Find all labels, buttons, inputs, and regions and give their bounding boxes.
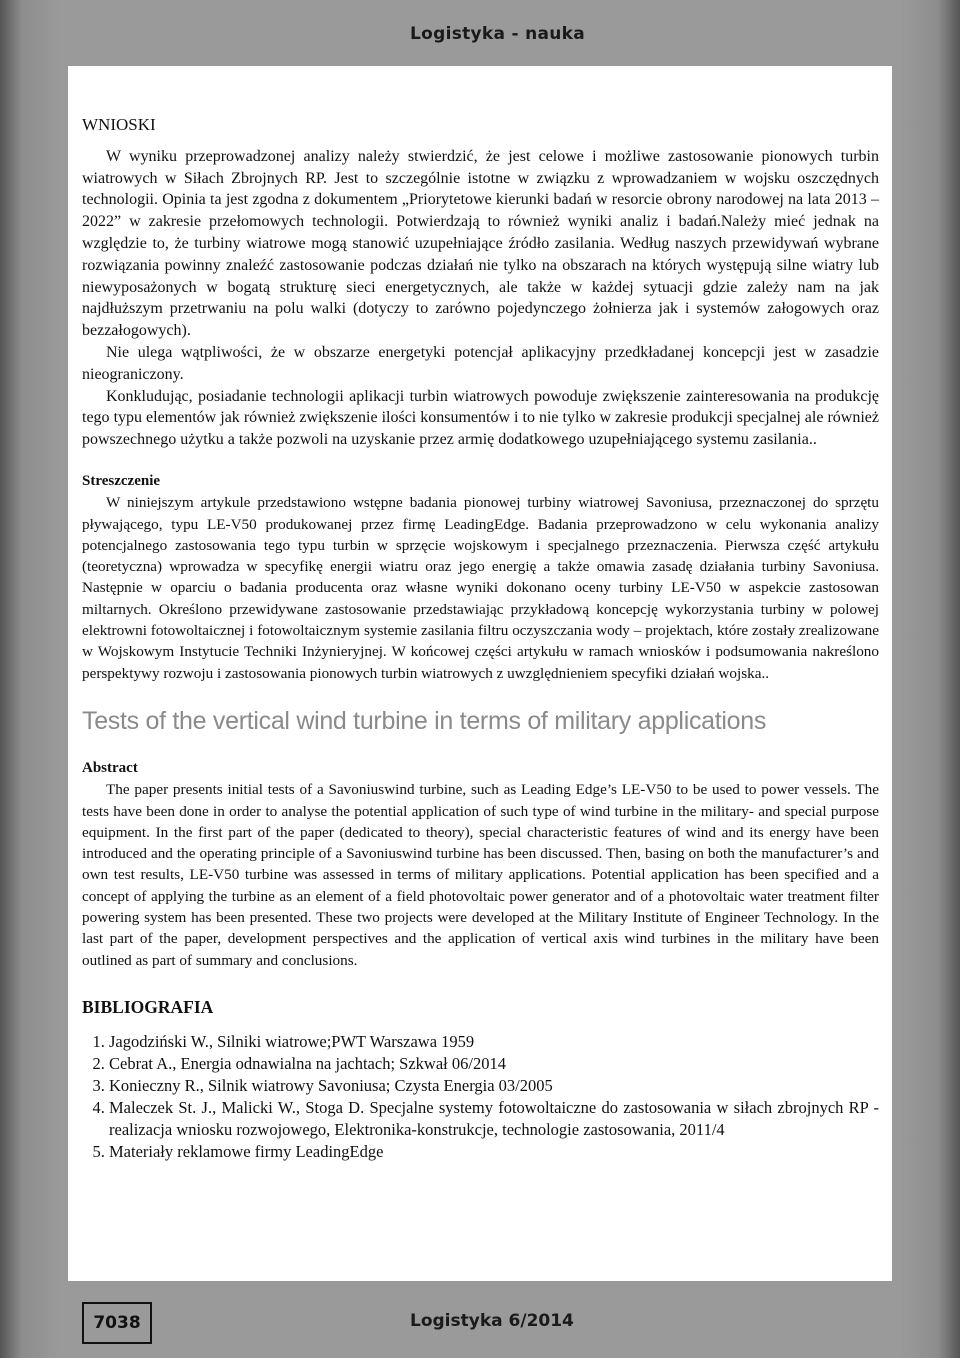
streszczenie-text: W niniejszym artykule przedstawiono wstępne badania pionowej turbiny wiatrowej Savoniusa, przeznaczonej do sprzętu pływającego, typu LE-V50 produkowanej przez firmę LeadingEdge. Badania przeprowadzono w celu wykonania analizy potencjalnego zastosowania tego typu turbin w sprzęcie wojskowym i specjalnego przeznaczenia. Pierwsza część artykułu (teoretyczna) wprowadza w specyfikę energii wiatru oraz jego energię a także omawia zasadę działania turbiny Savoniusa. Następnie w oparciu o badania producenta oraz własne wyniki dokonano oceny turbiny LE-V50 w aspekcie zastosowan miltarnych. Określono przewidywane zastosowanie przedstawiając przykładową koncepcję wykorzystania turbiny w polowej elektrowni fotowoltaicznej i fotowoltaicznym systemie zasilania filtru oczyszczania wody – projektach, które zostały zrealizowane w Wojskowym Instytucie Techniki Inżynieryjnej. W końcowej części artykułu w ramach wniosków i podsumowania nakreślono perspektywy rozwoju i zastosowania pionowych turbin wiatrowych z uwzględnieniem specyfiki działań wojska.. <box>82 494 879 682</box>
page-sheet <box>68 66 892 1281</box>
abstract-section <box>82 758 879 971</box>
page-number: 7038 <box>82 1302 152 1344</box>
bibliography-item: 2. Cebrat A., Energia odnawialna na jachtach; Szkwał 06/2014 <box>109 1053 879 1075</box>
streszczenie-section <box>82 471 879 684</box>
abstract-text: The paper presents initial tests of a Savoniuswind turbine, such as Leading Edge’s LE-V50 to be used to power vessels. The tests have been done in order to analyse the potential application of such type of wind turbine in the military- and special purpose equipment. In the first part of the paper (dedicated to theory), special characteristic features of wind and its energy have been introduced and the operating principle of a Savoniuswind turbine has been discussed. Then, basing on both the manufacturer’s and own test results, LE-V50 turbine was assessed in terms of military applications. Potential application has been specified and a concept of applying the turbine as an element of a field photovoltaic power generator and of a photovoltaic water treatment filter powering system has been presented. These two projects were developed at the Military Institute of Engineer Technology. In the last part of the paper, development perspectives and the application of vertical axis wind turbines in the military have been outlined as part of summary and conclusions. <box>82 781 879 969</box>
article-body <box>82 114 879 1163</box>
wnioski-paragraph-1: W wyniku przeprowadzonej analizy należy stwierdzić, że jest celowe i możliwe zastosowanie pionowych turbin wiatrowych w Siłach Zbrojnych RP. Jest to szczególnie istotne w związku z wprowadzaniem w wojsku oszczędnych technologii. Opinia ta jest zgodna z dokumentem „Priorytetowe kierunki badań w resorcie obrony narodowej na lata 2013 – 2022” w zakresie przełomowych technologii. Potwierdzają to również wyniki analiz i badań.Należy mieć jednak na względzie to, że turbiny wiatrowe mogą stanowić uzupełniające źródło zasilania. Według naszych przewidywań wybrane rozwiązania powinny znaleźć zastosowanie podczas działań nie tylko na obszarach na których występują silne wiatry lub niewyposażonych w bogatą strukturę sieci energetycznych, ale także w każdej sytuacji gdzie zależy nam na jak najdłuższym przetrwaniu na polu walki (dotyczy to zarówno pojedynczego żołnierza jak i systemów załogowych oraz bezzałogowych). <box>82 147 879 340</box>
bibliography-item: 1. Jagodziński W., Silniki wiatrowe;PWT Warszawa 1959 <box>109 1031 879 1053</box>
bibliography-item: 5. Materiały reklamowe firmy LeadingEdge <box>109 1141 879 1163</box>
wnioski-heading: WNIOSKI <box>82 115 156 134</box>
bibliography-item: 3. Konieczny R., Silnik wiatrowy Savoniusa; Czysta Energia 03/2005 <box>109 1075 879 1097</box>
streszczenie-heading: Streszczenie <box>82 472 161 489</box>
wnioski-paragraph-3: Konkludując, posiadanie technologii aplikacji turbin wiatrowych powoduje zwiększenie zainteresowania na produkcję tego typu elementów jak również zwiększenie ilości konsumentów i to nie tylko w zakresie produkcji specjalnej ale również powszechnego użytku a także pozwoli na uzyskanie przez armię dodatkowego uzupełniającego systemu zasilania.. <box>82 387 879 449</box>
bibliography-list <box>82 1031 879 1163</box>
abstract-heading: Abstract <box>82 759 138 776</box>
wnioski-paragraph-2: Nie ulega wątpliwości, że w obszarze energetyki potencjał aplikacyjny przedkładanej koncepcji jest w zasadzie nieograniczony. <box>82 343 879 383</box>
journal-footer: Logistyka 6/2014 <box>410 1311 574 1331</box>
bibliografia-heading: BIBLIOGRAFIA <box>82 996 214 1017</box>
english-title: Tests of the vertical wind turbine in terms of military applications <box>82 706 767 735</box>
bibliography-item: 4. Maleczek St. J., Malicki W., Stoga D. Specjalne systemy fotowoltaiczne do zastosowania w siłach zbrojnych RP - realizacja wniosku rozwojowego, Elektronika-konstrukcje, technologie zastosowania, 2011/4 <box>109 1097 879 1141</box>
section-spacer <box>82 451 879 471</box>
running-header: Logistyka - nauka <box>410 24 586 44</box>
